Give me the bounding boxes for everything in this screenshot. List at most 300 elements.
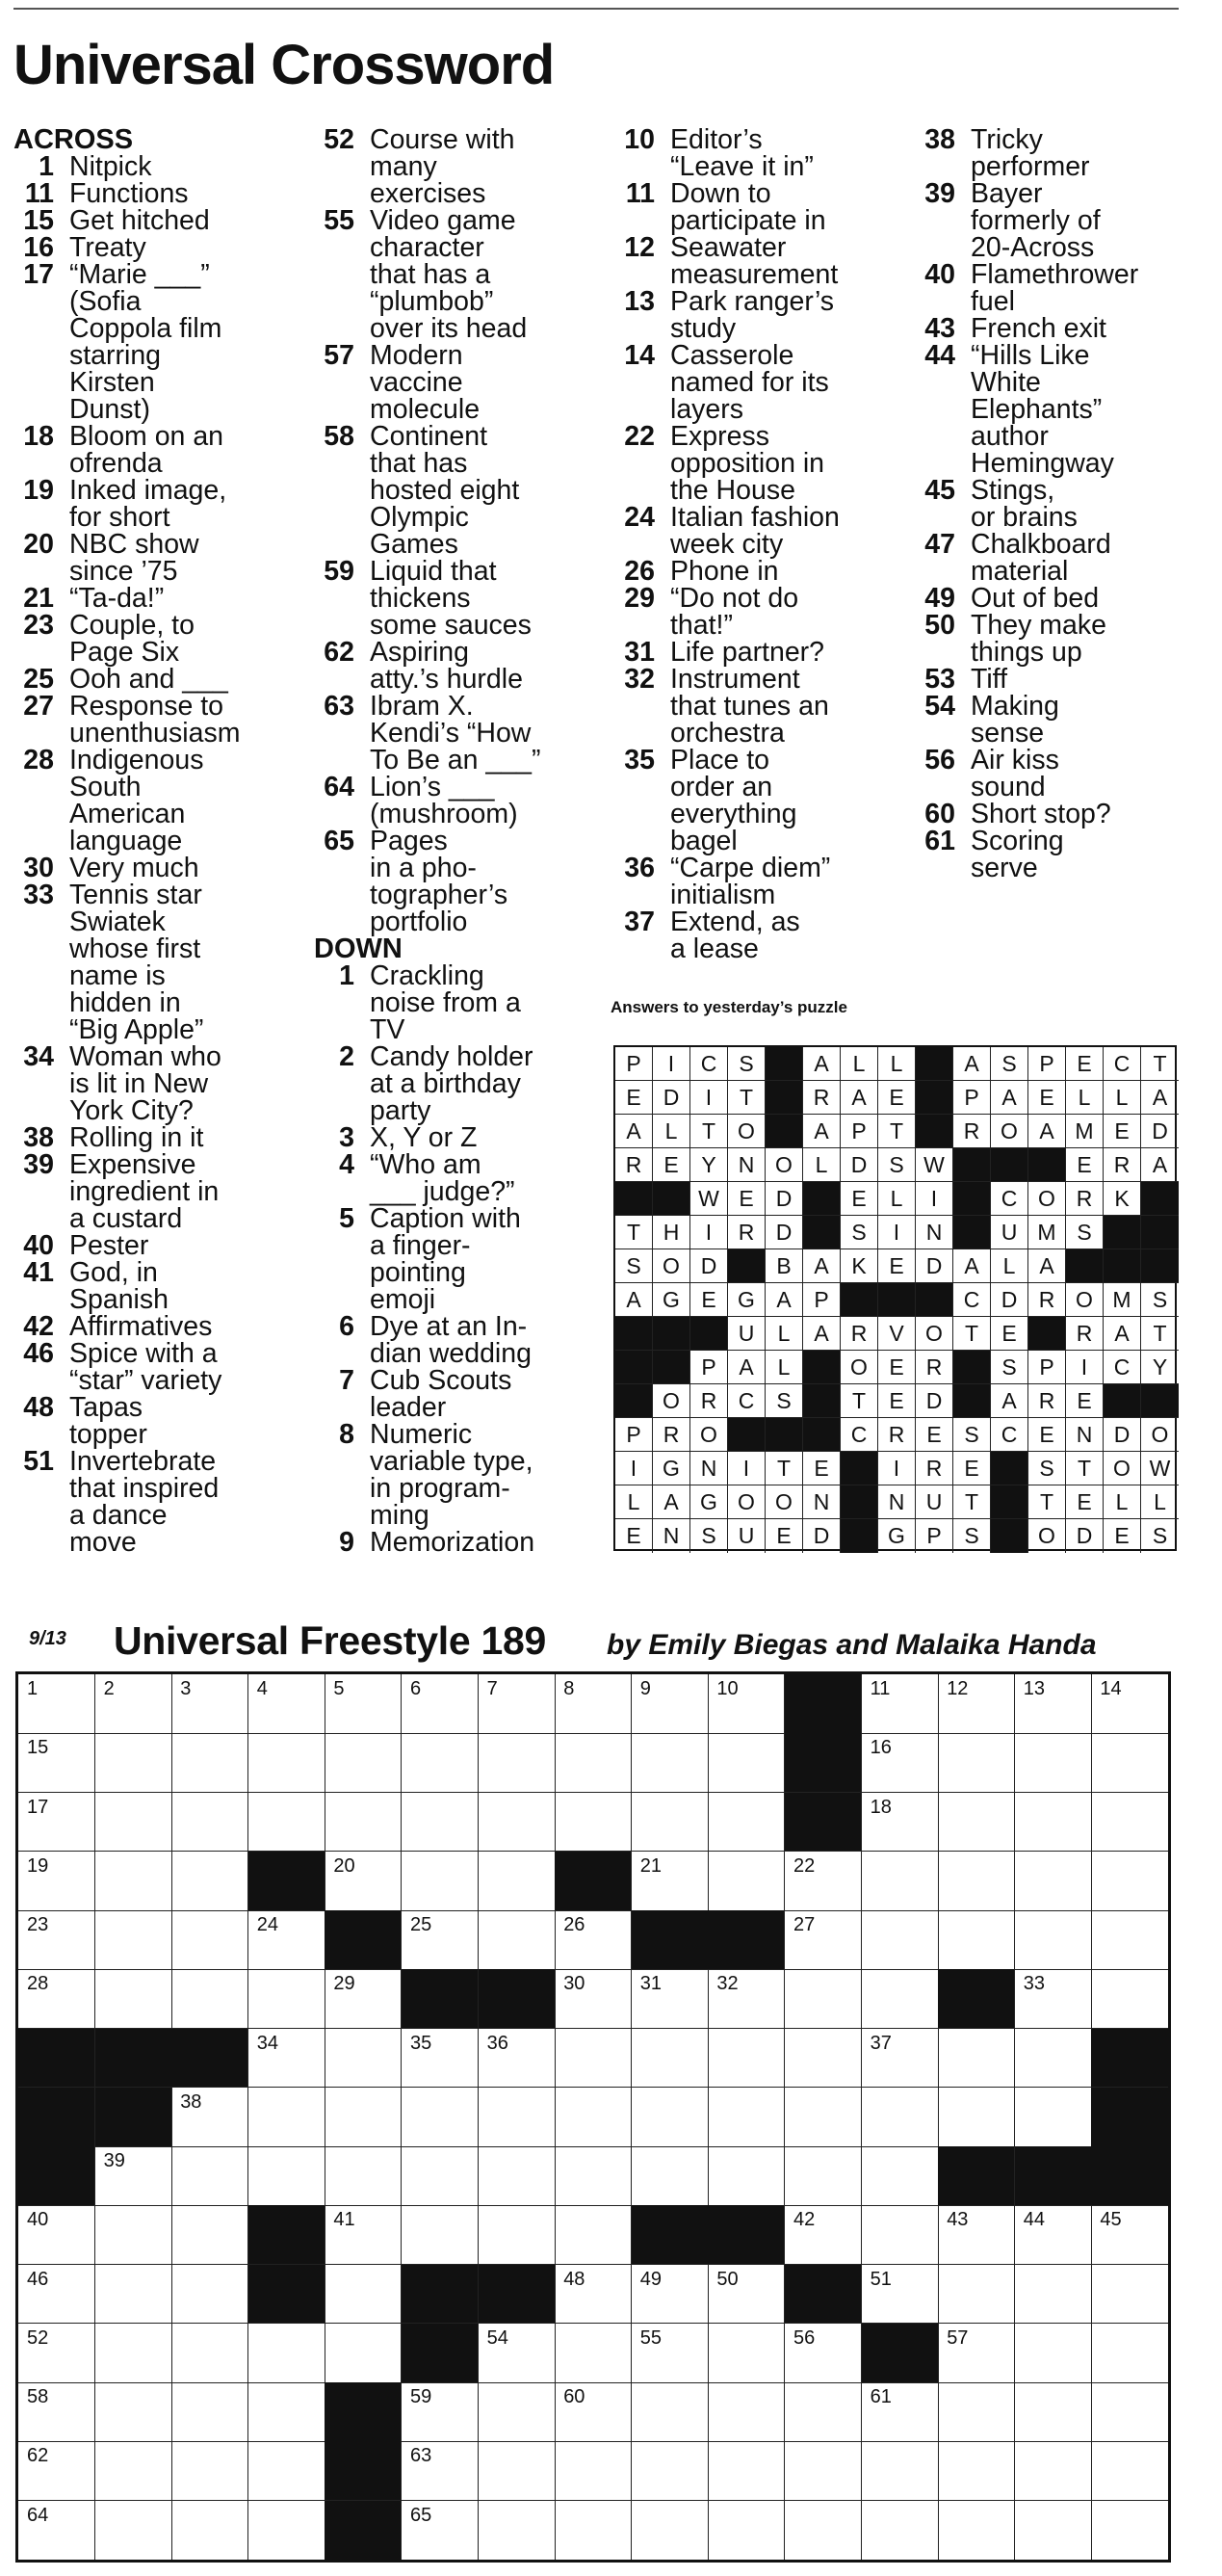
grid-cell[interactable] <box>632 2146 709 2206</box>
grid-cell[interactable] <box>325 1793 402 1853</box>
black-square <box>938 2146 1015 2206</box>
grid-cell[interactable] <box>402 1910 479 1970</box>
grid-cell[interactable] <box>1015 1969 1092 2029</box>
black-square <box>95 2088 172 2147</box>
answer-cell: A <box>1028 1249 1066 1283</box>
answer-cell: V <box>878 1317 916 1351</box>
grid-cell[interactable] <box>708 2265 785 2325</box>
clue-number: 21 <box>23 583 54 614</box>
grid-cell[interactable] <box>555 2382 632 2442</box>
answer-cell: C <box>690 1047 728 1081</box>
grid-cell[interactable] <box>171 2324 248 2383</box>
grid-cell[interactable] <box>708 1969 785 2029</box>
answer-cell: G <box>653 1452 690 1485</box>
grid-cell[interactable] <box>938 1910 1015 1970</box>
grid-cell[interactable] <box>402 2029 479 2089</box>
clue <box>13 881 302 1043</box>
grid-cell[interactable] <box>95 1793 172 1853</box>
grid-cell[interactable] <box>785 2501 862 2561</box>
grid-cell[interactable] <box>325 2205 402 2265</box>
grid-cell[interactable] <box>18 2382 95 2442</box>
grid-cell[interactable] <box>402 2441 479 2501</box>
grid-cell[interactable] <box>325 2029 402 2089</box>
clue-number: 1 <box>339 960 354 991</box>
grid-cell[interactable] <box>555 2441 632 2501</box>
grid-cell[interactable] <box>325 1674 402 1734</box>
grid-cell[interactable] <box>1091 1910 1168 1970</box>
grid-cell[interactable] <box>171 2205 248 2265</box>
grid-cell[interactable] <box>862 2265 939 2325</box>
clue-section-heading: ACROSS <box>13 124 134 155</box>
grid-cell[interactable] <box>555 2029 632 2089</box>
grid-cell[interactable] <box>95 2501 172 2561</box>
grid-cell[interactable] <box>785 2205 862 2265</box>
clue <box>915 666 1204 693</box>
black-square <box>785 1733 862 1793</box>
cell-number: 35 <box>410 2032 432 2054</box>
grid-cell[interactable] <box>171 1733 248 1793</box>
grid-cell[interactable] <box>785 1852 862 1911</box>
clue-number: 4 <box>339 1149 354 1180</box>
grid-cell[interactable] <box>18 1793 95 1853</box>
grid-cell[interactable] <box>402 2088 479 2147</box>
grid-cell[interactable] <box>1015 2205 1092 2265</box>
grid-cell[interactable] <box>632 2501 709 2561</box>
grid-cell[interactable] <box>785 2324 862 2383</box>
grid-cell[interactable] <box>938 1674 1015 1734</box>
grid-cell[interactable] <box>171 2146 248 2206</box>
grid-cell[interactable] <box>248 1793 325 1853</box>
clue <box>915 747 1204 801</box>
answer-cell: D <box>653 1081 690 1115</box>
grid-cell[interactable] <box>555 2205 632 2265</box>
grid-cell[interactable] <box>402 1674 479 1734</box>
grid-cell[interactable] <box>708 2501 785 2561</box>
grid-cell[interactable] <box>325 2265 402 2325</box>
answer-cell: T <box>1141 1317 1179 1351</box>
grid-cell[interactable] <box>95 2146 172 2206</box>
grid-cell[interactable] <box>1091 2501 1168 2561</box>
answer-cell: Y <box>1141 1351 1179 1384</box>
grid-cell[interactable] <box>555 1733 632 1793</box>
answer-cell: N <box>803 1485 841 1519</box>
grid-cell[interactable] <box>862 2029 939 2089</box>
clue-number: 39 <box>23 1149 54 1180</box>
grid-cell[interactable] <box>555 2501 632 2561</box>
clue-number: 9 <box>339 1527 354 1558</box>
answer-cell: A <box>953 1047 991 1081</box>
grid-cell[interactable] <box>632 1852 709 1911</box>
grid-cell[interactable] <box>632 1733 709 1793</box>
grid-cell[interactable] <box>938 2205 1015 2265</box>
cell-number: 44 <box>1023 2209 1046 2231</box>
grid-cell[interactable] <box>785 1969 862 2029</box>
grid-cell[interactable] <box>708 1674 785 1734</box>
clue-number: 51 <box>23 1446 54 1477</box>
grid-cell[interactable] <box>171 1910 248 1970</box>
grid-cell[interactable] <box>402 2501 479 2561</box>
clue-text: Chalkboard material <box>971 529 1111 587</box>
grid-cell[interactable] <box>785 2382 862 2442</box>
grid-cell[interactable] <box>632 2265 709 2325</box>
grid-cell[interactable] <box>325 2146 402 2206</box>
clue-number: 39 <box>924 178 955 209</box>
grid-cell[interactable] <box>248 2324 325 2383</box>
grid-cell[interactable] <box>785 1910 862 1970</box>
clue-number: 20 <box>23 529 54 560</box>
grid-cell[interactable] <box>632 1674 709 1734</box>
grid-cell[interactable] <box>938 2265 1015 2325</box>
grid-cell[interactable] <box>95 2265 172 2325</box>
grid-cell[interactable] <box>1015 1733 1092 1793</box>
black-square <box>785 1793 862 1853</box>
grid-cell[interactable] <box>632 2088 709 2147</box>
grid-cell[interactable] <box>938 2324 1015 2383</box>
grid-cell[interactable] <box>171 2382 248 2442</box>
grid-cell[interactable] <box>479 2382 556 2442</box>
grid-cell[interactable] <box>171 1674 248 1734</box>
clue-text: X, Y or Z <box>370 1122 478 1153</box>
grid-cell[interactable] <box>1091 1852 1168 1911</box>
grid-cell[interactable] <box>95 1852 172 1911</box>
clue-text: Functions <box>69 178 189 209</box>
grid-cell[interactable] <box>862 1852 939 1911</box>
clue-number: 55 <box>324 205 354 236</box>
grid-cell[interactable] <box>862 1674 939 1734</box>
grid-cell[interactable] <box>248 1969 325 2029</box>
grid-cell[interactable] <box>1015 2382 1092 2442</box>
clue <box>13 854 302 881</box>
cell-number: 56 <box>793 2326 816 2349</box>
grid-cell[interactable] <box>402 1793 479 1853</box>
grid-cell[interactable] <box>1015 2029 1092 2089</box>
black-square <box>18 2146 95 2206</box>
grid-cell[interactable] <box>938 2029 1015 2089</box>
cell-number: 37 <box>870 2032 892 2054</box>
cell-number: 57 <box>947 2326 969 2349</box>
grid-cell[interactable] <box>555 2146 632 2206</box>
grid-cell[interactable] <box>862 1793 939 1853</box>
clue-number: 41 <box>23 1257 54 1288</box>
clue-number: 52 <box>324 124 354 155</box>
grid-cell[interactable] <box>862 2501 939 2561</box>
answer-cell: G <box>878 1519 916 1553</box>
grid-cell[interactable] <box>785 2146 862 2206</box>
grid-cell[interactable] <box>479 1852 556 1911</box>
answer-cell: A <box>615 1115 653 1148</box>
grid-cell[interactable] <box>632 2029 709 2089</box>
answer-cell: A <box>1104 1317 1141 1351</box>
cell-number: 46 <box>27 2268 49 2290</box>
grid-cell[interactable] <box>1015 2501 1092 2561</box>
grid-cell[interactable] <box>862 2205 939 2265</box>
grid-cell[interactable] <box>632 2324 709 2383</box>
clue-section-heading: DOWN <box>314 933 403 964</box>
grid-cell[interactable] <box>555 1793 632 1853</box>
answer-cell: L <box>1104 1485 1141 1519</box>
grid-cell[interactable] <box>402 2382 479 2442</box>
grid-cell[interactable] <box>402 1852 479 1911</box>
clue-number: 38 <box>924 124 955 155</box>
grid-cell[interactable] <box>632 2382 709 2442</box>
grid-cell[interactable] <box>862 1969 939 2029</box>
answer-cell: E <box>953 1452 991 1485</box>
grid-cell[interactable] <box>555 2088 632 2147</box>
grid-cell[interactable] <box>785 2029 862 2089</box>
answer-cell: P <box>953 1081 991 1115</box>
grid-cell[interactable] <box>95 1969 172 2029</box>
answer-cell: L <box>653 1115 690 1148</box>
grid-cell[interactable] <box>555 1674 632 1734</box>
grid-cell[interactable] <box>555 1969 632 2029</box>
clue-number: 40 <box>924 259 955 290</box>
grid-cell[interactable] <box>708 1793 785 1853</box>
clue <box>915 342 1204 477</box>
black-square <box>708 1910 785 1970</box>
clue-column-2 <box>314 126 603 1556</box>
answer-cell: M <box>1028 1216 1066 1249</box>
clue-text: Tennis star Swiatek whose first name is hidden in “Big Apple” <box>69 880 204 1045</box>
grid-cell[interactable] <box>18 2324 95 2383</box>
grid-cell[interactable] <box>95 2441 172 2501</box>
clue <box>614 234 903 288</box>
grid-cell[interactable] <box>708 1733 785 1793</box>
grid-cell[interactable] <box>708 2382 785 2442</box>
grid-cell[interactable] <box>402 1733 479 1793</box>
grid-cell[interactable] <box>938 2501 1015 2561</box>
clue-text: Aspiring atty.’s hurdle <box>370 637 523 695</box>
answer-cell: C <box>728 1384 766 1418</box>
answer-cell: A <box>991 1081 1028 1115</box>
grid-cell[interactable] <box>479 1733 556 1793</box>
black-square <box>785 1674 862 1734</box>
answer-black-square <box>1066 1249 1104 1283</box>
answer-cell: P <box>690 1351 728 1384</box>
grid-cell[interactable] <box>938 1733 1015 1793</box>
grid-cell[interactable] <box>325 1733 402 1793</box>
grid-cell[interactable] <box>1015 2324 1092 2383</box>
grid-cell[interactable] <box>479 2441 556 2501</box>
answer-cell: O <box>1028 1182 1066 1216</box>
grid-cell[interactable] <box>785 2441 862 2501</box>
clue-number: 5 <box>339 1203 354 1234</box>
grid-cell[interactable] <box>938 2088 1015 2147</box>
grid-cell[interactable] <box>1015 2265 1092 2325</box>
black-square <box>171 2029 248 2089</box>
grid-cell[interactable] <box>1091 2265 1168 2325</box>
clue <box>314 1367 603 1421</box>
grid-cell[interactable] <box>1015 2088 1092 2147</box>
grid-cell[interactable] <box>95 1733 172 1793</box>
clue <box>915 531 1204 585</box>
grid-cell[interactable] <box>248 1674 325 1734</box>
clue <box>13 477 302 531</box>
grid-cell[interactable] <box>171 1793 248 1853</box>
grid-cell[interactable] <box>862 1733 939 1793</box>
grid-cell[interactable] <box>479 1674 556 1734</box>
grid-cell[interactable] <box>18 1969 95 2029</box>
grid-cell[interactable] <box>1091 2324 1168 2383</box>
grid-cell[interactable] <box>171 2441 248 2501</box>
black-square <box>402 2324 479 2383</box>
answer-cell: E <box>841 1182 878 1216</box>
answer-black-square <box>916 1115 953 1148</box>
grid-cell[interactable] <box>402 2205 479 2265</box>
grid-cell[interactable] <box>479 1910 556 1970</box>
clue-column-1 <box>13 126 302 1556</box>
grid-cell[interactable] <box>708 2088 785 2147</box>
grid-cell[interactable] <box>18 1733 95 1793</box>
grid-cell[interactable] <box>248 1733 325 1793</box>
grid-cell[interactable] <box>785 2088 862 2147</box>
clue-text: Very much <box>69 853 199 883</box>
grid-cell[interactable] <box>248 2029 325 2089</box>
grid-cell[interactable] <box>18 1910 95 1970</box>
answer-black-square <box>803 1351 841 1384</box>
grid-cell[interactable] <box>1091 2205 1168 2265</box>
grid-cell[interactable] <box>248 1910 325 1970</box>
grid-cell[interactable] <box>479 1793 556 1853</box>
grid-cell[interactable] <box>18 2441 95 2501</box>
grid-cell[interactable] <box>862 2382 939 2442</box>
grid-cell[interactable] <box>18 1852 95 1911</box>
grid-cell[interactable] <box>708 2146 785 2206</box>
grid-cell[interactable] <box>479 2205 556 2265</box>
grid-cell[interactable] <box>1091 1733 1168 1793</box>
grid-cell[interactable] <box>171 2088 248 2147</box>
answer-cell: P <box>615 1418 653 1452</box>
cell-number: 65 <box>410 2504 432 2526</box>
cell-number: 5 <box>333 1678 345 1699</box>
grid-cell[interactable] <box>248 2088 325 2147</box>
answer-cell: D <box>1141 1115 1179 1148</box>
grid-cell[interactable] <box>95 1910 172 1970</box>
grid-cell[interactable] <box>479 2146 556 2206</box>
cell-number: 3 <box>180 1678 192 1699</box>
grid-cell[interactable] <box>248 2441 325 2501</box>
grid-cell[interactable] <box>248 2146 325 2206</box>
crossword-grid[interactable] <box>15 1671 1171 2563</box>
black-square <box>1015 2146 1092 2206</box>
grid-cell[interactable] <box>479 2029 556 2089</box>
grid-cell[interactable] <box>479 2088 556 2147</box>
cell-number: 15 <box>27 1737 49 1759</box>
grid-cell[interactable] <box>555 1910 632 1970</box>
grid-cell[interactable] <box>171 1969 248 2029</box>
grid-cell[interactable] <box>1015 1852 1092 1911</box>
answer-cell: R <box>653 1418 690 1452</box>
grid-cell[interactable] <box>171 2501 248 2561</box>
clue <box>915 801 1204 828</box>
grid-cell[interactable] <box>938 2441 1015 2501</box>
grid-cell[interactable] <box>479 2501 556 2561</box>
clue-text: Making sense <box>971 691 1059 749</box>
grid-cell[interactable] <box>1091 2441 1168 2501</box>
grid-cell[interactable] <box>862 2088 939 2147</box>
answer-cell: L <box>991 1249 1028 1283</box>
grid-cell[interactable] <box>1015 2441 1092 2501</box>
grid-cell[interactable] <box>1091 2382 1168 2442</box>
answer-black-square <box>916 1081 953 1115</box>
grid-cell[interactable] <box>938 1793 1015 1853</box>
answer-black-square <box>653 1182 690 1216</box>
grid-cell[interactable] <box>479 2324 556 2383</box>
grid-cell[interactable] <box>1091 1793 1168 1853</box>
grid-cell[interactable] <box>632 1969 709 2029</box>
grid-cell[interactable] <box>18 2205 95 2265</box>
grid-cell[interactable] <box>402 2146 479 2206</box>
grid-cell[interactable] <box>1091 1674 1168 1734</box>
black-square <box>248 1852 325 1911</box>
grid-cell[interactable] <box>325 1852 402 1911</box>
cell-number: 9 <box>639 1678 651 1699</box>
grid-cell[interactable] <box>171 2265 248 2325</box>
clue <box>915 261 1204 315</box>
answer-cell: O <box>1028 1519 1066 1553</box>
black-square <box>325 2382 402 2442</box>
answer-cell: E <box>615 1081 653 1115</box>
answer-black-square <box>803 1418 841 1452</box>
grid-cell[interactable] <box>248 2382 325 2442</box>
grid-cell[interactable] <box>938 2382 1015 2442</box>
black-square <box>632 2205 709 2265</box>
answer-cell: O <box>653 1384 690 1418</box>
grid-cell[interactable] <box>95 2382 172 2442</box>
clue-text: Couple, to Page Six <box>69 610 195 668</box>
answer-black-square <box>1141 1249 1179 1283</box>
grid-cell[interactable] <box>171 1852 248 1911</box>
answer-cell: R <box>916 1351 953 1384</box>
grid-cell[interactable] <box>95 1674 172 1734</box>
grid-cell[interactable] <box>708 2324 785 2383</box>
grid-cell[interactable] <box>325 1969 402 2029</box>
grid-cell[interactable] <box>1091 1969 1168 2029</box>
answer-cell: G <box>653 1283 690 1317</box>
grid-cell[interactable] <box>248 2501 325 2561</box>
grid-cell[interactable] <box>862 2441 939 2501</box>
grid-cell[interactable] <box>95 2205 172 2265</box>
grid-cell[interactable] <box>555 2265 632 2325</box>
clue <box>13 1232 302 1259</box>
grid-cell[interactable] <box>862 2146 939 2206</box>
answer-cell: T <box>1028 1485 1066 1519</box>
grid-cell[interactable] <box>708 2441 785 2501</box>
answer-cell: I <box>653 1047 690 1081</box>
grid-cell[interactable] <box>1015 1793 1092 1853</box>
answer-cell: O <box>841 1351 878 1384</box>
grid-cell[interactable] <box>632 2441 709 2501</box>
clue-number: 63 <box>324 691 354 722</box>
answer-cell: O <box>653 1249 690 1283</box>
clue <box>614 423 903 504</box>
grid-cell[interactable] <box>1015 1910 1092 1970</box>
grid-cell[interactable] <box>18 2501 95 2561</box>
grid-cell[interactable] <box>708 1852 785 1911</box>
grid-cell[interactable] <box>325 2324 402 2383</box>
grid-cell[interactable] <box>18 2265 95 2325</box>
grid-cell[interactable] <box>708 2029 785 2089</box>
grid-cell[interactable] <box>938 1852 1015 1911</box>
grid-cell[interactable] <box>555 2324 632 2383</box>
grid-cell[interactable] <box>1015 1674 1092 1734</box>
answer-cell: E <box>916 1418 953 1452</box>
grid-cell[interactable] <box>632 1793 709 1853</box>
cell-number: 39 <box>103 2150 125 2172</box>
grid-cell[interactable] <box>95 2324 172 2383</box>
grid-cell[interactable] <box>862 1910 939 1970</box>
grid-cell[interactable] <box>325 2088 402 2147</box>
grid-cell[interactable] <box>18 1674 95 1734</box>
